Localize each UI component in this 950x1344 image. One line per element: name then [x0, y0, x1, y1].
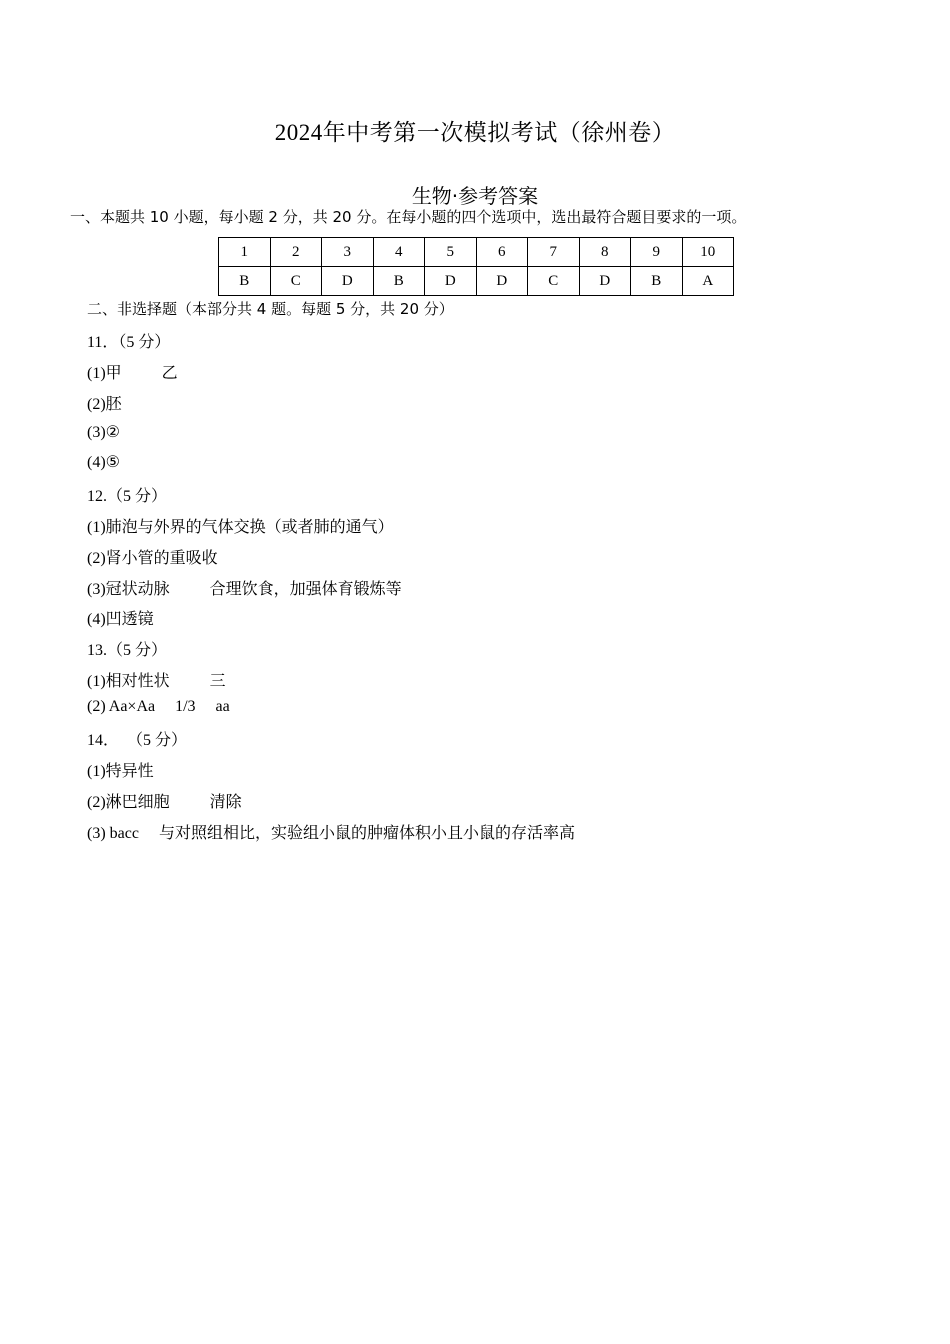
q11-answer-2: (2)胚 — [87, 396, 122, 413]
q12-answer-2: (2)肾小管的重吸收 — [87, 550, 218, 567]
answer-cell: D — [322, 267, 374, 296]
q11-answer-3: (3)② — [87, 424, 120, 441]
q14-answer-1: (1)特异性 — [87, 763, 154, 780]
question-number-cell: 4 — [373, 238, 425, 267]
q11-answer-4: (4)⑤ — [87, 454, 120, 471]
q12-answer-3: (3)冠状动脉 合理饮食，加强体育锻炼等 — [87, 581, 402, 598]
exam-title: 2024年中考第一次模拟考试（徐州卷） — [274, 120, 676, 145]
q11-heading: 11．（5 分） — [87, 334, 171, 351]
question-number-cell: 6 — [476, 238, 528, 267]
question-number-cell: 8 — [579, 238, 631, 267]
answer-cell: C — [528, 267, 580, 296]
q13-answer-1: (1)相对性状 三 — [87, 673, 226, 690]
question-number-cell: 3 — [322, 238, 374, 267]
answer-cell: B — [219, 267, 271, 296]
q12-heading: 12.（5 分） — [87, 488, 168, 505]
answer-cell: C — [270, 267, 322, 296]
q13-answer-2: (2) Aa×Aa 1/3 aa — [87, 698, 230, 715]
answer-table-answer-row — [219, 267, 734, 296]
answer-table — [218, 237, 734, 296]
question-number-cell: 5 — [425, 238, 477, 267]
q14-answer-2: (2)淋巴细胞 清除 — [87, 794, 242, 811]
q12-answer-4: (4)凹透镜 — [87, 611, 154, 628]
q11-answer-1: (1)甲 乙 — [87, 365, 178, 382]
answer-cell: D — [425, 267, 477, 296]
q12-answer-1: (1)肺泡与外界的气体交换（或者肺的通气） — [87, 519, 394, 536]
question-number-cell: 10 — [682, 238, 734, 267]
section-one-heading: 一、本题共 10 小题，每小题 2 分，共 20 分。在每小题的四个选项中，选出最符合题目要求的一项。 — [70, 208, 747, 226]
exam-subtitle: 生物·参考答案 — [411, 184, 539, 208]
q13-heading: 13.（5 分） — [87, 642, 168, 659]
answer-cell: B — [631, 267, 683, 296]
question-number-cell: 2 — [270, 238, 322, 267]
q14-heading: 14． （5 分） — [87, 732, 188, 749]
answer-table-number-row — [219, 238, 734, 267]
answer-cell: B — [373, 267, 425, 296]
section-two-heading: 二、非选择题（本部分共 4 题。每题 5 分，共 20 分） — [87, 300, 454, 318]
answer-cell: A — [682, 267, 734, 296]
question-number-cell: 7 — [528, 238, 580, 267]
question-number-cell: 9 — [631, 238, 683, 267]
answer-cell: D — [579, 267, 631, 296]
question-number-cell: 1 — [219, 238, 271, 267]
answer-cell: D — [476, 267, 528, 296]
q14-answer-3: (3) bacc 与对照组相比，实验组小鼠的肿瘤体积小且小鼠的存活率高 — [87, 825, 575, 842]
